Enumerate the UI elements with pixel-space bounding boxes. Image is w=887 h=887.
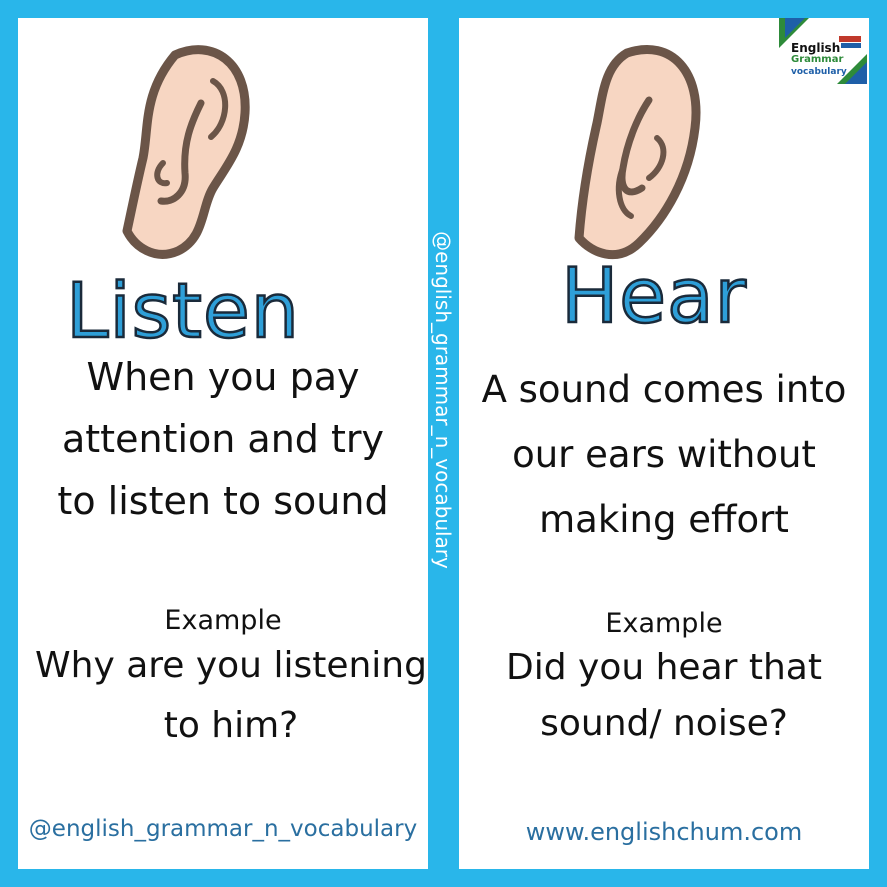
listen-example: [26, 636, 436, 756]
listen-title: Listen: [66, 266, 300, 355]
definition-line: attention and try: [62, 417, 384, 461]
logo-line: English: [791, 41, 841, 55]
hear-title: Hear: [561, 251, 747, 340]
listen-example-label: Example: [164, 605, 282, 636]
vertical-handle-text: @english_grammar_n_vocabulary: [431, 231, 455, 569]
example-line: sound/ noise?: [540, 703, 788, 744]
definition-line: When you pay: [86, 355, 360, 399]
website-footer: www.englishchum.com: [525, 818, 803, 846]
definition-line: to listen to sound: [57, 479, 389, 523]
ear-icon: [567, 38, 707, 268]
logo-line: vocabulary: [791, 67, 847, 77]
listen-card: [18, 18, 428, 869]
definition-line: our ears without: [512, 433, 816, 476]
example-line: Why are you listening: [35, 645, 427, 686]
hear-definition: [459, 357, 869, 552]
example-line: Did you hear that: [506, 647, 822, 688]
logo-text: [791, 42, 847, 78]
definition-line: A sound comes into: [481, 368, 847, 411]
listen-definition: [18, 346, 428, 532]
hear-example-label: Example: [605, 608, 723, 639]
instagram-handle-footer: @english_grammar_n_vocabulary: [28, 816, 418, 842]
example-line: to him?: [163, 705, 299, 746]
logo-line: Grammar: [791, 54, 844, 65]
definition-line: making effort: [539, 498, 789, 541]
hear-example: [459, 640, 869, 752]
hear-card: [459, 18, 869, 869]
ear-icon: [113, 33, 258, 263]
